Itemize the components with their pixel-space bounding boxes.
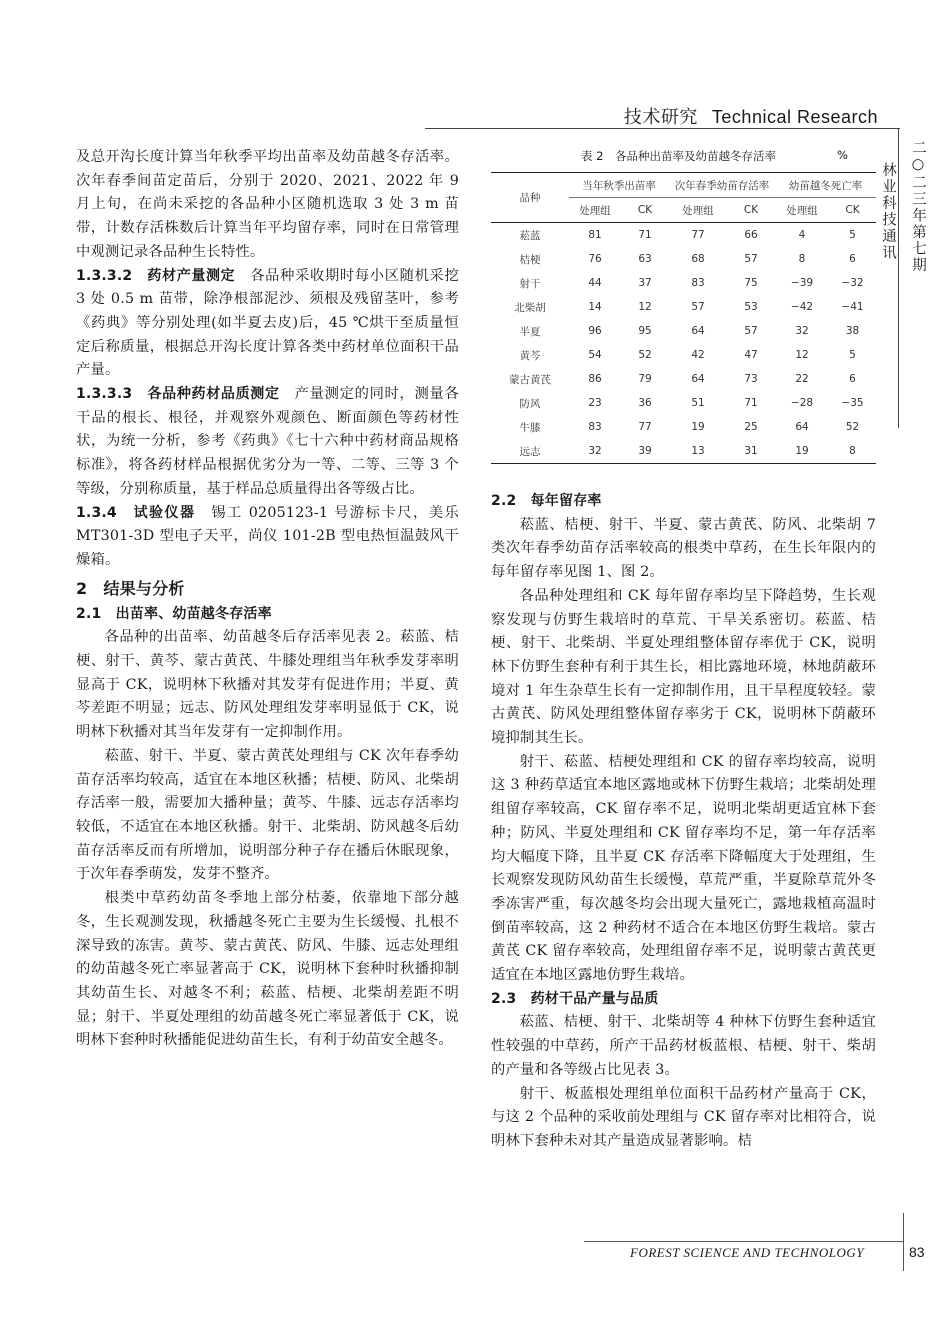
table-cell: 25 <box>744 421 758 433</box>
table-cell: 81 <box>588 229 602 241</box>
footer-journal: FOREST SCIENCE AND TECHNOLOGY <box>630 1245 864 1260</box>
header-en: Technical Research <box>711 107 878 127</box>
table-cell: 52 <box>845 421 860 433</box>
table-row <box>491 367 876 391</box>
table-cell-variety: 远志 <box>491 439 569 464</box>
column-group-header: 当年秋季出苗率 <box>569 173 669 198</box>
table-cell: −32 <box>841 277 864 289</box>
column-header: CK <box>621 198 669 223</box>
subsection-title: 2.1 出苗率、幼苗越冬存活率 <box>76 605 272 622</box>
table-cell: −42 <box>790 301 814 313</box>
table-cell: 71 <box>638 229 652 241</box>
table-cell-variety: 半夏 <box>519 325 541 338</box>
table-cell: 64 <box>795 421 809 433</box>
table-cell: −41 <box>841 301 864 313</box>
table-cell-variety: 桔梗 <box>519 253 541 266</box>
table-cell: 79 <box>638 373 652 385</box>
table-cell: 52 <box>638 349 652 361</box>
side-journal: 林业科技通讯 <box>880 162 896 261</box>
table-cell: 39 <box>621 439 669 464</box>
subsection-title: 2.3 药材干品产量与品质 <box>491 990 659 1007</box>
table-row <box>491 271 876 295</box>
paragraph: 菘蓝、桔梗、射干、北柴胡等 4 种林下仿野生套种适宜性较强的中草药，所产干品药材板蓝根、桔梗、射干、柴胡的产量和各等级占比见表 3。 <box>491 1014 876 1078</box>
table-cell: −39 <box>790 277 814 289</box>
column-group-header: 幼苗越冬死亡率 <box>775 173 876 198</box>
table-cell: 75 <box>744 277 758 289</box>
column-header: 处理组 <box>569 198 621 223</box>
header-cn: 技术研究 <box>623 107 698 128</box>
footer-divider <box>903 1213 904 1271</box>
column-header: 品种 <box>491 173 569 223</box>
table-cell-variety: 蒙古黄芪 <box>509 373 551 386</box>
table-cell: 68 <box>691 253 705 265</box>
table-cell: 4 <box>798 229 806 241</box>
subsection-title: 1.3.4 试验仪器 <box>76 504 196 521</box>
table-cell: 44 <box>588 277 602 289</box>
subsection-title: 2.2 每年留存率 <box>491 493 602 509</box>
table-title: 表 2 各品种出苗率及幼苗越冬存活率 <box>581 149 776 163</box>
table-cell: 12 <box>795 349 809 361</box>
table-cell: 53 <box>744 301 758 313</box>
paragraph: 菘蓝、射干、半夏、蒙古黄芪处理组与 CK 次年春季幼苗存活率均较高，适宜在本地区秋播；桔梗、防风、北柴胡存活率一般，需要加大播种量；黄芩、牛膝、远志存活率均较低，不适宜在本地区秋播。射干、北柴胡、防风越冬后幼苗存活率反而有所增加，说明部分种子存在播后休眠现象，于次年春季萌发，发芽不整齐。 <box>76 747 459 883</box>
table-row <box>491 223 876 248</box>
paragraph: 各品种的出苗率、幼苗越冬后存活率见表 2。菘蓝、桔梗、射干、黄芩、蒙古黄芪、牛膝处理组当年秋季发芽率明显高于 CK，说明林下秋播对其发芽有促进作用；半夏、黄芩差距不明显；远志、防风处理组发芽率明显低于 CK，说明林下秋播对其当年发芽有一定抑制作用。 <box>76 629 459 741</box>
table-cell: 6 <box>849 253 856 265</box>
table-cell: 86 <box>588 373 602 385</box>
paragraph: 锡工 0205123-1 号游标卡尺，美乐 MT301-3D 型电子天平，尚仪 101-2B 型电热恒温鼓风干燥箱。 <box>76 504 459 568</box>
column-header: CK <box>727 198 775 223</box>
paragraph: 及总开沟长度计算当年秋季平均出苗率及幼苗越冬存活率。次年春季间苗定苗后，分别于 2020、2021、2022 年 9 月上旬，在尚未采挖的各品种小区随机选取 3 处 3 m 苗带，计数存活株数后计算当年平均留存率，同时在日常管理中观测记录各品种生长特性。 <box>76 149 459 260</box>
table-cell: 14 <box>588 301 602 313</box>
right-column <box>491 490 876 1154</box>
table-cell: 64 <box>691 325 705 337</box>
table-cell: 38 <box>845 325 860 337</box>
table-row <box>491 415 876 439</box>
table-row <box>491 295 876 319</box>
table-cell: 64 <box>691 373 705 385</box>
table-row <box>491 319 876 343</box>
column-header: 处理组 <box>669 198 727 223</box>
table-cell: 37 <box>638 277 652 289</box>
table-row <box>491 343 876 367</box>
table-cell: 51 <box>691 397 705 409</box>
table-cell: 31 <box>727 439 775 464</box>
table-cell: 8 <box>798 253 806 265</box>
page-number: 83 <box>909 1244 925 1260</box>
table-cell: −35 <box>841 397 864 409</box>
table-cell: 23 <box>588 397 602 409</box>
table-cell: 57 <box>744 253 758 265</box>
table-cell-variety: 菘蓝 <box>519 229 541 242</box>
table-cell: 19 <box>775 439 829 464</box>
paragraph: 根类中草药幼苗冬季地上部分枯萎，依靠地下部分越冬，生长观测发现，秋播越冬死亡主要为生长缓慢、扎根不深导致的冻害。黄芩、蒙古黄芪、防风、牛膝、远志处理组的幼苗越冬死亡率显著高于 CK，说明林下套种时秋播抑制其幼苗生长、对越冬不利；菘蓝、桔梗、北柴胡差距不明显；射干、半夏处理组的幼苗越冬死亡率显著低于 CK，说明林下套种时秋播能促进幼苗生长，有利于幼苗安全越冬。 <box>76 890 459 1049</box>
left-column <box>76 146 459 1053</box>
table-cell: 54 <box>588 349 602 361</box>
table-cell: 83 <box>691 277 705 289</box>
paragraph: 各品种采收期时每小区随机采挖 3 处 0.5 m 苗带，除净根部泥沙、须根及残留茎叶，参考《药典》等分别处理(如半夏去皮)后，45 ℃烘干至质量恒定后称质量，根据总开沟长度计算各类中药材单位面积干品产量。 <box>76 267 459 379</box>
table-cell-variety: 北柴胡 <box>514 301 546 314</box>
table-cell: 57 <box>691 301 705 313</box>
table-cell: 13 <box>669 439 727 464</box>
data-table <box>491 172 876 464</box>
side-issue: 二○二三年第七期 <box>910 140 926 274</box>
paragraph: 产量测定的同时，测量各干品的根长、根径，并观察外观颜色、断面颜色等药材性状，为统一分析，参考《药典》《七十六种中药材商品规格标准》，将各药材样品根据优劣分为一等、二等、三等 3 个等级，分别称质量，基于样品总质量得出各等级占比。 <box>76 386 459 497</box>
table-cell: 5 <box>849 349 856 361</box>
table-cell: 57 <box>744 325 758 337</box>
footer-rule <box>584 1241 904 1242</box>
table-cell: 12 <box>638 301 652 313</box>
table-cell: 42 <box>691 349 705 361</box>
side-label <box>880 140 933 274</box>
column-header: 处理组 <box>775 198 829 223</box>
paragraph: 射干、板蓝根处理组单位面积干品药材产量高于 CK，与这 2 个品种的采收前处理组与 CK 留存率对比相符合，说明林下套种未对其产量造成显著影响。桔 <box>491 1085 876 1149</box>
paragraph: 射干、菘蓝、桔梗处理组和 CK 的留存率均较高，说明这 3 种药草适宜本地区露地或林下仿野生栽培；北柴胡处理组留存率较高，CK 留存率不足，说明北柴胡更适宜林下套种；防风、半夏处理组和 CK 留存率均不足，第一年存活率均大幅度下降，且半夏 CK 存活率下降幅度大于处理组，生长观察发现防风幼苗生长缓慢，草荒严重，半夏除草荒外冬季冻害严重，每次越冬均会出现大量死亡，露地栽植高温时倒苗率较高，这 2 种药材不适合在本地区仿野生栽培。蒙古黄芪 CK 留存率较高，处理组留存率不足，说明蒙古黄芪更适宜在本地区露地仿野生栽培。 <box>491 753 876 984</box>
table-cell: 66 <box>744 229 758 241</box>
table-cell-variety: 射干 <box>519 277 541 290</box>
paragraph: 菘蓝、桔梗、射干、半夏、蒙古黄芪、防风、北柴胡 7 类次年春季幼苗存活率较高的根类中草药，在生长年限内的每年留存率见图 1、图 2。 <box>491 516 876 581</box>
table-cell: 8 <box>829 439 876 464</box>
table-cell: 77 <box>691 229 705 241</box>
table-cell: 83 <box>588 421 602 433</box>
section-title: 2 结果与分析 <box>76 578 185 598</box>
table-cell: 32 <box>569 439 621 464</box>
table-cell: 19 <box>691 421 705 433</box>
table-cell-variety: 黄芩 <box>519 349 541 362</box>
table-cell: 71 <box>744 397 758 409</box>
subsection-title: 1.3.3.2 药材产量测定 <box>76 267 236 284</box>
header-rule <box>425 128 900 129</box>
column-header: CK <box>829 198 876 223</box>
running-header <box>624 103 878 129</box>
table-row <box>491 439 876 464</box>
table-cell: 6 <box>849 373 856 385</box>
table-cell: 77 <box>638 421 652 433</box>
paragraph: 各品种处理组和 CK 每年留存率均呈下降趋势，生长观察发现与仿野生栽培时的草荒、干旱关系密切。菘蓝、桔梗、射干、北柴胡、半夏处理组整体留存率优于 CK，说明林下仿野生套种有利于其生长，相比露地环境，林地荫蔽环境对 1 年生杂草生长有一定抑制作用，且干旱程度较轻。蒙古黄芪、防风处理组整体留存率劣于 CK，说明林下荫蔽环境抑制其生长。 <box>491 587 876 747</box>
table-unit: % <box>837 148 848 162</box>
table-cell: 22 <box>795 373 809 385</box>
column-group-header: 次年春季幼苗存活率 <box>669 173 775 198</box>
table-row <box>491 391 876 415</box>
table-cell: 47 <box>744 349 758 361</box>
table-cell: 63 <box>638 253 652 265</box>
table-row <box>491 247 876 271</box>
table-cell: 36 <box>638 397 652 409</box>
table-cell: 5 <box>849 229 856 241</box>
table-cell: −28 <box>790 397 814 409</box>
table-cell: 95 <box>638 325 652 337</box>
table-cell-variety: 防风 <box>519 397 541 410</box>
table-cell: 96 <box>588 325 602 337</box>
table-cell-variety: 牛膝 <box>519 421 541 434</box>
table-cell: 73 <box>744 373 758 385</box>
table-cell: 76 <box>588 253 602 265</box>
table-cell: 32 <box>795 325 809 337</box>
subsection-title: 1.3.3.3 各品种药材品质测定 <box>76 386 280 403</box>
